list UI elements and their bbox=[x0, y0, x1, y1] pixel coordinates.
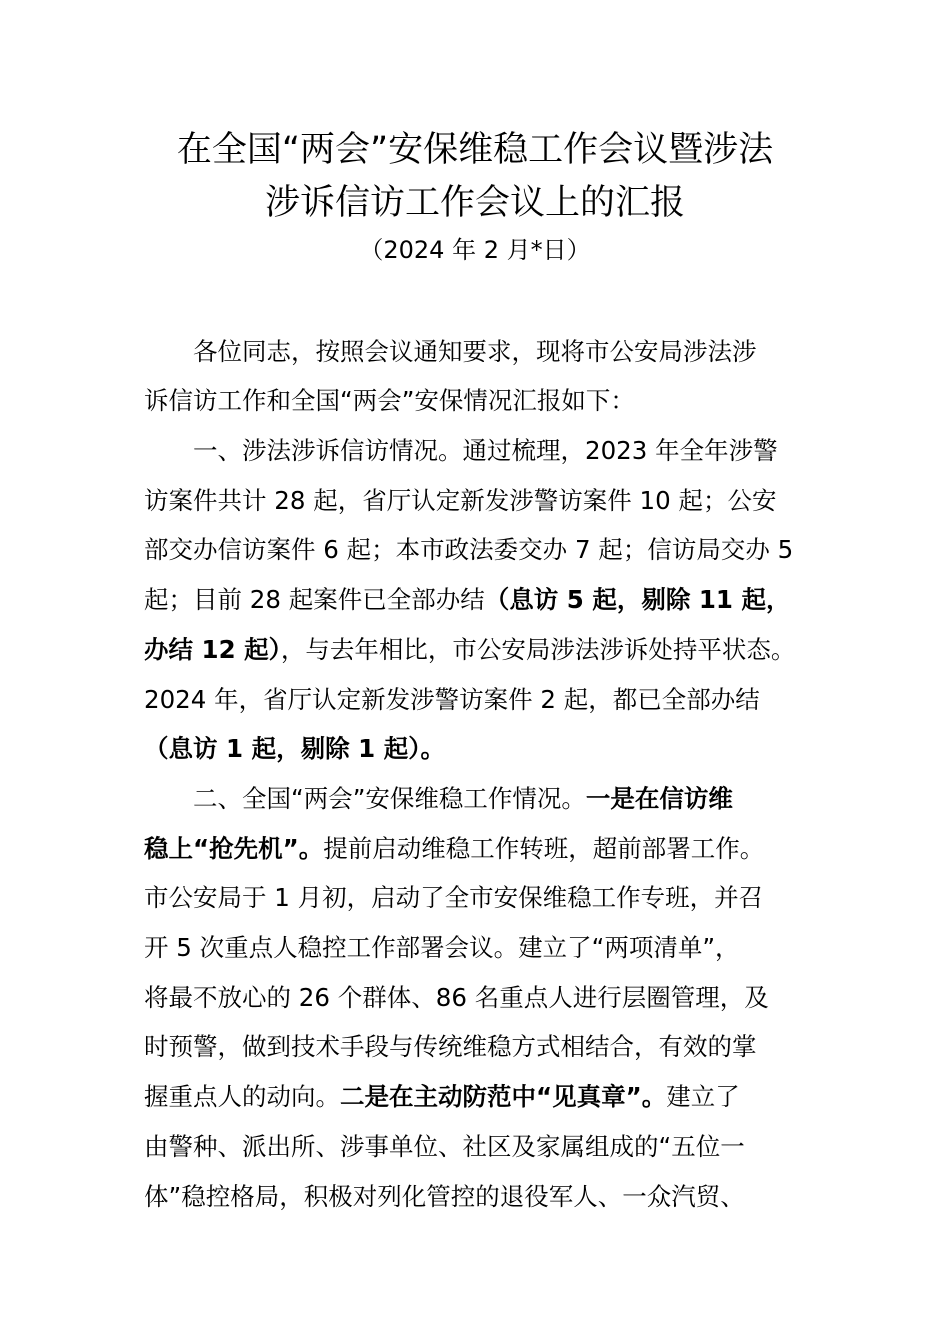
body-line-12 bbox=[144, 881, 763, 915]
body-line-2 bbox=[144, 384, 635, 418]
text-run: 2024 年，省厅认定新发涉警访案件 2 起，都已全部办结 bbox=[144, 685, 760, 714]
text-run: 各位同志，按照会议通知要求，现将市公安局涉法涉 bbox=[144, 337, 757, 366]
body-line-13 bbox=[144, 931, 740, 965]
text-run: 诉信访工作和全国“两会”安保情况汇报如下： bbox=[144, 386, 635, 415]
text-run: 二、全国“两会”安保维稳工作情况。 bbox=[144, 784, 586, 813]
body-line-4 bbox=[144, 484, 777, 518]
bold-text-run: 二是在主动防范中“见真章”。 bbox=[340, 1082, 667, 1111]
document-date: （2024 年 2 月*日） bbox=[359, 236, 591, 264]
body-line-10 bbox=[144, 782, 733, 816]
bold-text-run: 办结 12 起） bbox=[144, 635, 281, 664]
text-run: ，与去年相比，市公安局涉法涉诉处持平状态。 bbox=[280, 635, 796, 664]
bold-text-run: （息访 1 起，剔除 1 起）。 bbox=[144, 734, 445, 763]
text-run: 提前启动维稳工作转班，超前部署工作。 bbox=[323, 834, 765, 863]
body-line-5 bbox=[144, 533, 793, 567]
text-run: 握重点人的动向。 bbox=[144, 1082, 340, 1111]
body-line-15 bbox=[144, 1030, 757, 1064]
text-run: 起；目前 28 起案件已全部办结 bbox=[144, 585, 485, 614]
text-run: 体”稳控格局，积极对列化管控的退役军人、一众汽贸、 bbox=[144, 1182, 745, 1211]
text-run: 开 5 次重点人稳控工作部署会议。建立了“两项清单”， bbox=[144, 933, 740, 962]
body-line-16 bbox=[144, 1080, 740, 1114]
body-line-9 bbox=[144, 732, 445, 766]
bold-text-run: 稳上“抢先机”。 bbox=[144, 834, 324, 863]
body-line-11 bbox=[144, 832, 764, 866]
body-line-17 bbox=[144, 1130, 745, 1164]
body-line-3 bbox=[144, 434, 778, 468]
body-line-14 bbox=[144, 981, 769, 1015]
document-title-line-2: 涉诉信访工作会议上的汇报 bbox=[264, 183, 685, 223]
document-title-line-1: 在全国“两会”安保维稳工作会议暨涉法 bbox=[176, 130, 774, 170]
text-run: 时预警，做到技术手段与传统维稳方式相结合，有效的掌 bbox=[144, 1032, 757, 1061]
text-run: 将最不放心的 26 个群体、86 名重点人进行层圈管理，及 bbox=[144, 983, 769, 1012]
text-run: 部交办信访案件 6 起；本市政法委交办 7 起；信访局交办 5 bbox=[144, 535, 794, 564]
text-run: 建立了 bbox=[666, 1082, 740, 1111]
body-line-7 bbox=[144, 633, 795, 667]
text-run: 市公安局于 1 月初，启动了全市安保维稳工作专班，并召 bbox=[144, 883, 764, 912]
body-line-8 bbox=[144, 683, 760, 717]
text-run: 由警种、派出所、涉事单位、社区及家属组成的“五位一 bbox=[144, 1132, 745, 1161]
text-run: 一、涉法涉诉信访情况。通过梳理，2023 年全年涉警 bbox=[144, 436, 778, 465]
body-line-1 bbox=[144, 335, 757, 369]
text-run: 访案件共计 28 起，省厅认定新发涉警访案件 10 起；公安 bbox=[144, 486, 777, 515]
bold-text-run: （息访 5 起，剔除 11 起， bbox=[484, 585, 791, 614]
body-line-18 bbox=[144, 1180, 745, 1214]
body-line-6 bbox=[144, 583, 791, 617]
bold-text-run: 一是在信访维 bbox=[585, 784, 733, 813]
